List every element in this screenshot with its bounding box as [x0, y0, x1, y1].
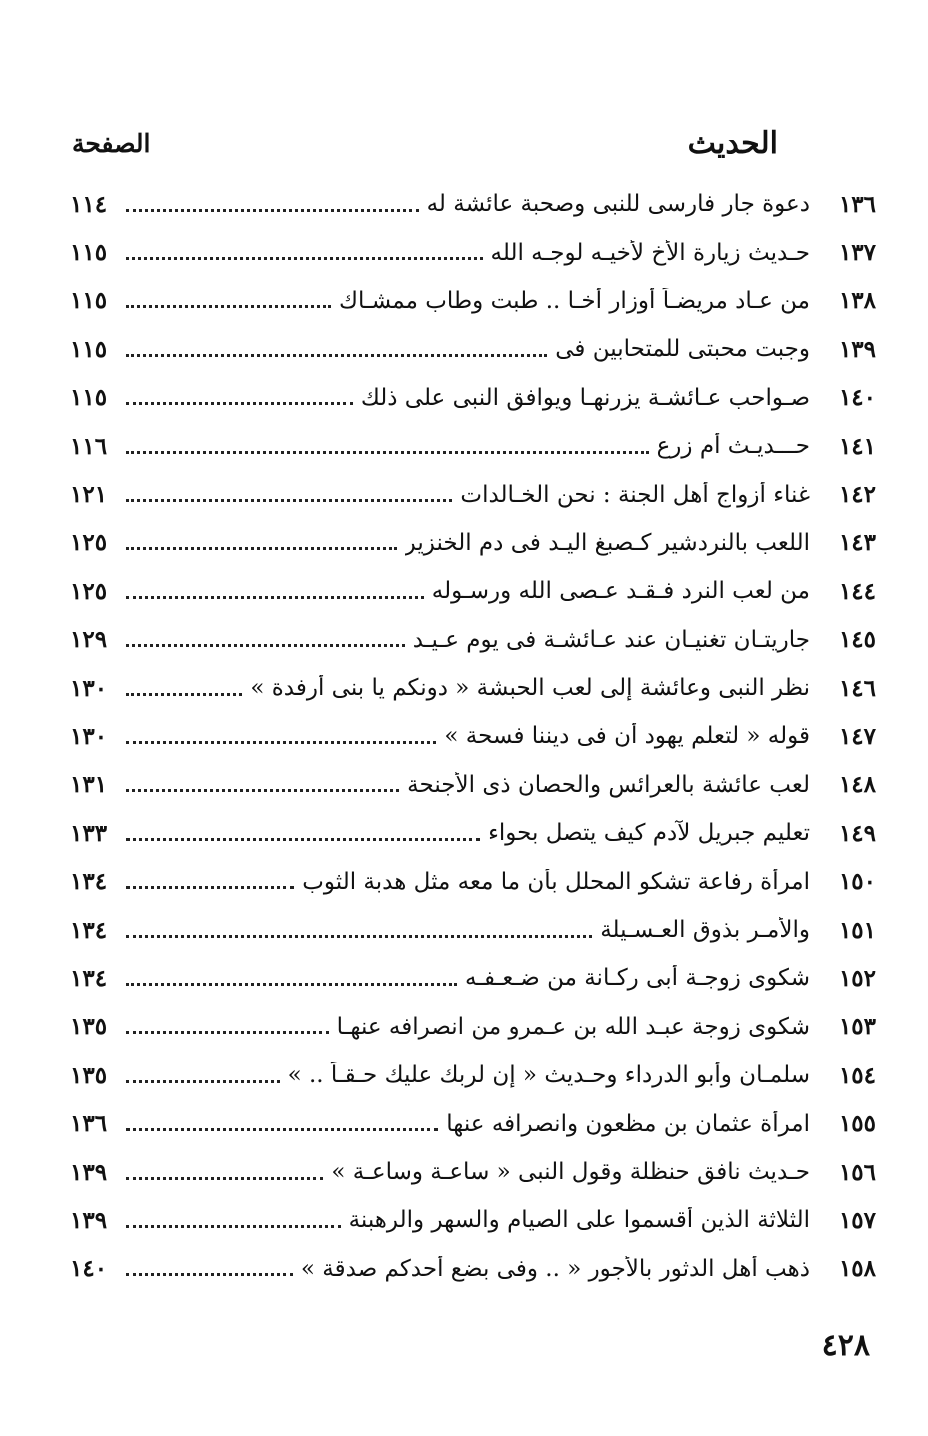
index-entry [70, 1148, 876, 1196]
entry-page-number: ١٢١ [70, 481, 108, 509]
index-entry [70, 374, 876, 422]
entry-number: ١٤١ [838, 432, 876, 460]
dot-leader [126, 1080, 280, 1083]
index-entry [70, 277, 876, 325]
entry-number: ١٤٧ [838, 722, 876, 750]
index-entry [70, 761, 876, 809]
entry-number: ١٥٤ [838, 1061, 876, 1089]
dot-leader [126, 451, 649, 454]
index-entry [70, 664, 876, 712]
entry-title: حـديث زيارة الأخ لأخيـه لوجـه الله [490, 239, 810, 266]
entry-title: والأمـر بذوق العـسـيلة [600, 917, 810, 944]
index-entry [70, 325, 876, 373]
entry-number: ١٤٩ [838, 819, 876, 847]
entry-page-number: ١٣٣ [70, 819, 108, 847]
dot-leader [126, 1273, 293, 1276]
page-column-heading: الصفحة [72, 128, 151, 158]
entry-page-number: ١٣٦ [70, 1110, 108, 1138]
entry-page-number: ١١٥ [70, 384, 108, 412]
dot-leader [126, 209, 419, 212]
dot-leader [126, 935, 592, 938]
index-entries-list [70, 180, 876, 1293]
index-entry [70, 567, 876, 615]
entry-title: حـــديـث أم زرع [656, 433, 810, 460]
index-entry [70, 519, 876, 567]
entry-number: ١٤٨ [838, 771, 876, 799]
dot-leader [126, 886, 294, 889]
dot-leader [126, 402, 353, 405]
entry-number: ١٤٦ [838, 674, 876, 702]
entry-number: ١٣٧ [838, 239, 876, 267]
entry-title: تعليم جبريل لآدم كيف يتصل بحواء [488, 820, 810, 847]
entry-number: ١٥١ [838, 916, 876, 944]
page-number: ٤٢٨ [821, 1328, 870, 1363]
entry-page-number: ١٣٠ [70, 674, 108, 702]
dot-leader [126, 983, 457, 986]
entry-title: من عـاد مريضـاً أوزار أخـا .. طبت وطاب ممشـاك [339, 287, 810, 314]
index-entry [70, 422, 876, 470]
index-entry [70, 616, 876, 664]
entry-title: اللعب بالنردشير كـصبغ اليـد فى دم الخنزير [404, 529, 810, 556]
entry-page-number: ١٣٥ [70, 1013, 108, 1041]
entry-number: ١٣٨ [838, 287, 876, 315]
entry-title: نظر النبى وعائشة إلى لعب الحبشة « دونكم يا بنى أرفدة » [250, 675, 810, 702]
index-entry [70, 180, 876, 228]
entry-number: ١٤٤ [838, 577, 876, 605]
entry-page-number: ١٣٥ [70, 1061, 108, 1089]
entry-page-number: ١٣٩ [70, 1158, 108, 1186]
entry-page-number: ١١٥ [70, 287, 108, 315]
dot-leader [126, 596, 424, 599]
index-entry [70, 1245, 876, 1293]
entry-number: ١٥٥ [838, 1110, 876, 1138]
index-entry [70, 1051, 876, 1099]
entry-page-number: ١٢٩ [70, 626, 108, 654]
entry-number: ١٥٣ [838, 1013, 876, 1041]
entry-page-number: ١٢٥ [70, 529, 108, 557]
index-entry [70, 712, 876, 760]
entry-page-number: ١٣٤ [70, 868, 108, 896]
dot-leader [126, 547, 397, 550]
entry-title: امرأة رفاعة تشكو المحلل بأن ما معه مثل هدبة الثوب [302, 868, 810, 895]
entry-title: الثلاثة الذين أقسموا على الصيام والسهر والرهبنة [348, 1207, 810, 1234]
entry-title: دعوة جار فارسى للنبى وصحبة عائشة له [426, 191, 810, 218]
entry-page-number: ١٤٠ [70, 1255, 108, 1283]
dot-leader [126, 838, 480, 841]
entry-page-number: ١٣٤ [70, 916, 108, 944]
dot-leader [126, 499, 452, 502]
dot-leader [126, 693, 242, 696]
entry-title: جاريتـان تغنيـان عند عـائشـة فى يوم عـيـد [412, 626, 810, 653]
entry-title: ذهب أهل الدثور بالأجور « .. وفى بضع أحدكم صدقة » [300, 1255, 810, 1282]
dot-leader [126, 257, 483, 260]
index-entry [70, 1196, 876, 1244]
entry-page-number: ١٣٤ [70, 964, 108, 992]
entry-title: قوله « لتعلم يهود أن فى ديننا فسحة » [444, 723, 810, 750]
column-header [72, 118, 778, 168]
dot-leader [126, 1031, 329, 1034]
index-entry [70, 1099, 876, 1147]
dot-leader [126, 644, 405, 647]
entry-title: امرأة عثمان بن مظعون وانصرافه عنها [446, 1110, 810, 1137]
entry-number: ١٥٧ [838, 1206, 876, 1234]
dot-leader [126, 1225, 341, 1228]
dot-leader [126, 789, 399, 792]
index-entry [70, 809, 876, 857]
entry-title: وجبت محبتى للمتحابين فى [555, 336, 810, 363]
entry-number: ١٥٢ [838, 964, 876, 992]
index-entry [70, 954, 876, 1002]
entry-number: ١٣٦ [838, 190, 876, 218]
entry-number: ١٤٠ [838, 384, 876, 412]
entry-title: لعب عائشة بالعرائس والحصان ذى الأجنحة [407, 771, 810, 798]
dot-leader [126, 741, 436, 744]
entry-title: غناء أزواج أهل الجنة : نحن الخـالدات [460, 481, 810, 508]
entry-page-number: ١١٤ [70, 190, 108, 218]
entry-page-number: ١١٥ [70, 239, 108, 267]
entry-number: ١٤٣ [838, 529, 876, 557]
index-entry [70, 906, 876, 954]
entry-page-number: ١٣٠ [70, 722, 108, 750]
dot-leader [126, 354, 547, 357]
entry-number: ١٥٠ [838, 868, 876, 896]
entry-page-number: ١٢٥ [70, 577, 108, 605]
dot-leader [126, 1177, 323, 1180]
entry-page-number: ١١٦ [70, 432, 108, 460]
entry-title: من لعب النرد فـقـد عـصى الله ورسـوله [431, 578, 810, 605]
entry-title: سلمـان وأبو الدرداء وحـديث « إن لربك عليك حـقـاً .. » [287, 1062, 810, 1089]
dot-leader [126, 1128, 438, 1131]
entry-number: ١٤٥ [838, 626, 876, 654]
index-entry [70, 1003, 876, 1051]
entry-number: ١٣٩ [838, 335, 876, 363]
entry-number: ١٥٨ [838, 1255, 876, 1283]
entry-page-number: ١٣١ [70, 771, 108, 799]
hadith-column-heading: الحديث [687, 125, 778, 161]
entry-number: ١٥٦ [838, 1158, 876, 1186]
index-entry [70, 228, 876, 276]
index-entry [70, 470, 876, 518]
entry-page-number: ١٣٩ [70, 1206, 108, 1234]
entry-number: ١٤٢ [838, 481, 876, 509]
entry-title: حـديث نافق حنظلة وقول النبى « ساعـة وساعـة » [331, 1159, 810, 1185]
dot-leader [126, 305, 331, 308]
entry-title: شكوى زوجة عبـد الله بن عـمرو من انصرافه عنهـا [336, 1013, 810, 1040]
index-entry [70, 857, 876, 905]
entry-page-number: ١١٥ [70, 335, 108, 363]
entry-title: صـواحب عـائشـة يزرنهـا ويوافق النبى على ذلك [360, 384, 810, 411]
entry-title: شكوى زوجـة أبى ركـانة من ضـعـفـه [464, 965, 810, 992]
